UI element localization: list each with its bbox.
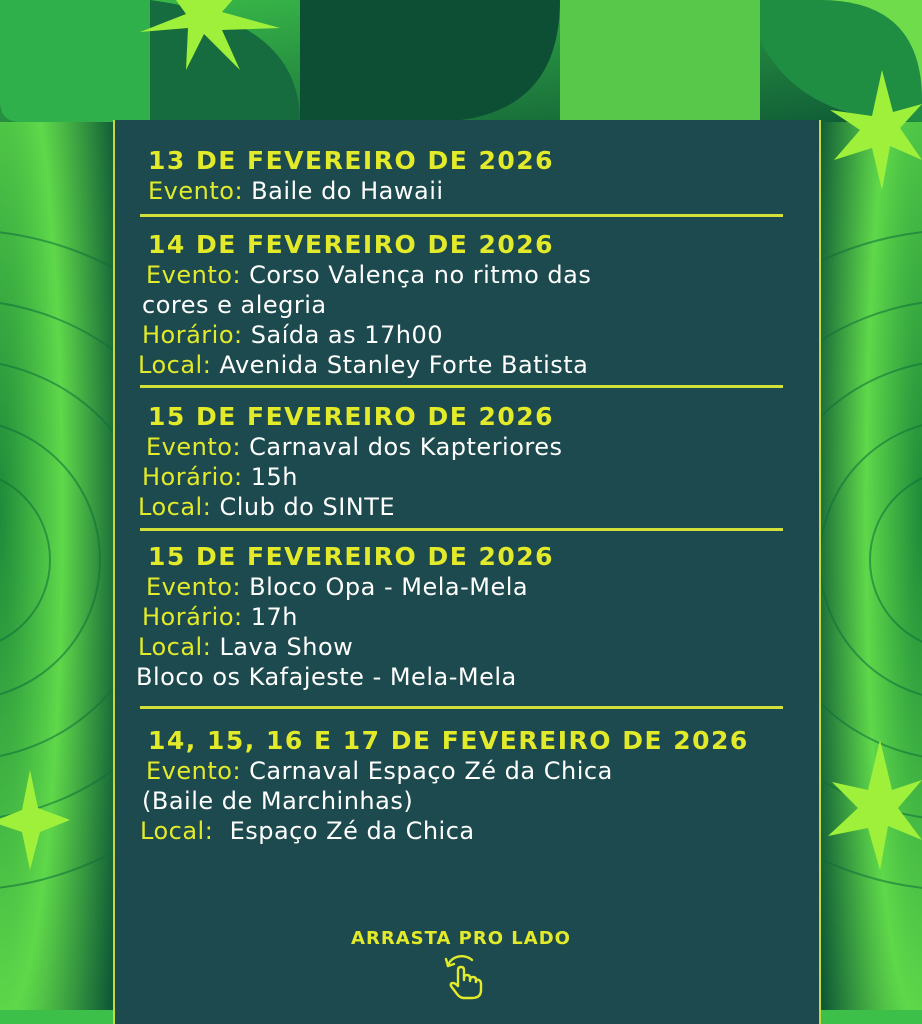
evento-value: Carnaval dos Kapteriores bbox=[249, 433, 563, 461]
event-5-evento-cont: (Baile de Marchinhas) bbox=[142, 787, 414, 815]
swipe-prompt: ARRASTA PRO LADO bbox=[351, 928, 571, 949]
event-5 bbox=[142, 726, 749, 846]
event-2-date: 14 DE FEVEREIRO DE 2026 bbox=[148, 230, 555, 259]
local-value: Club do SINTE bbox=[219, 493, 396, 521]
evento-value: Bloco Opa - Mela-Mela bbox=[249, 573, 529, 601]
horario-value: Saída as 17h00 bbox=[250, 321, 444, 349]
evento-label: Evento: bbox=[148, 177, 244, 205]
event-3-date: 15 DE FEVEREIRO DE 2026 bbox=[148, 402, 555, 431]
event-4-extra: Bloco os Kafajeste - Mela-Mela bbox=[136, 663, 517, 691]
evento-label: Evento: bbox=[146, 757, 242, 785]
event-3-horario bbox=[142, 462, 563, 492]
local-label: Local: bbox=[138, 633, 212, 661]
event-1-evento bbox=[148, 176, 554, 206]
horario-value: 17h bbox=[250, 603, 298, 631]
event-4-date: 15 DE FEVEREIRO DE 2026 bbox=[148, 542, 555, 571]
event-4-horario bbox=[142, 602, 554, 632]
evento-value: Baile do Hawaii bbox=[251, 177, 444, 205]
horario-label: Horário: bbox=[142, 463, 243, 491]
event-2-evento bbox=[146, 260, 591, 290]
evento-label: Evento: bbox=[146, 573, 242, 601]
event-1-date: 13 DE FEVEREIRO DE 2026 bbox=[148, 146, 555, 175]
event-5-evento bbox=[146, 756, 749, 786]
separator bbox=[140, 706, 783, 709]
evento-label: Evento: bbox=[146, 261, 242, 289]
separator bbox=[140, 528, 783, 531]
horario-value: 15h bbox=[250, 463, 298, 491]
local-label: Local: bbox=[140, 817, 214, 845]
local-value: Espaço Zé da Chica bbox=[229, 817, 475, 845]
local-label: Local: bbox=[138, 351, 212, 379]
event-4-local bbox=[138, 632, 554, 662]
separator bbox=[140, 214, 783, 217]
event-2 bbox=[138, 230, 592, 380]
evento-value: Carnaval Espaço Zé da Chica bbox=[249, 757, 613, 785]
separator bbox=[140, 385, 783, 388]
event-4 bbox=[136, 542, 555, 692]
event-1 bbox=[148, 146, 554, 206]
event-3-local bbox=[138, 492, 563, 522]
event-3 bbox=[138, 402, 563, 522]
event-2-local bbox=[138, 350, 591, 380]
event-4-evento bbox=[146, 572, 554, 602]
event-3-evento bbox=[146, 432, 563, 462]
event-2-evento-cont: cores e alegria bbox=[142, 291, 327, 319]
local-label: Local: bbox=[138, 493, 212, 521]
event-2-horario bbox=[142, 320, 591, 350]
local-value: Lava Show bbox=[219, 633, 354, 661]
horario-label: Horário: bbox=[142, 321, 243, 349]
horario-label: Horário: bbox=[142, 603, 243, 631]
evento-label: Evento: bbox=[146, 433, 242, 461]
event-5-date: 14, 15, 16 E 17 DE FEVEREIRO DE 2026 bbox=[148, 726, 749, 755]
local-value: Avenida Stanley Forte Batista bbox=[219, 351, 589, 379]
event-5-local bbox=[140, 816, 749, 846]
swipe-hand-icon[interactable] bbox=[442, 952, 486, 1000]
evento-value: Corso Valença no ritmo das bbox=[249, 261, 592, 289]
